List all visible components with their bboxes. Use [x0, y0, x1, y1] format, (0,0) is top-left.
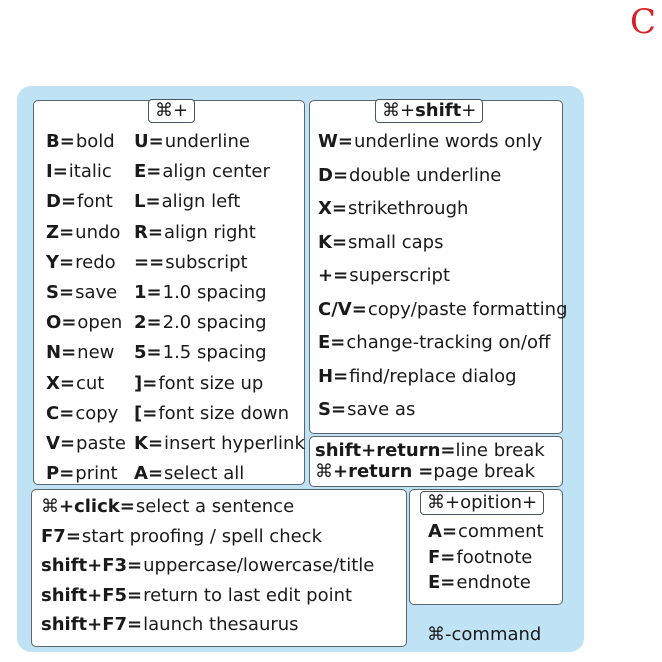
bottomitems-row — [41, 496, 294, 518]
shortcut-separator: = — [148, 131, 164, 152]
shortcut-separator: = — [147, 433, 164, 454]
shortcut-description: start proofing / spell check — [81, 525, 323, 547]
shortcut-description: launch thesaurus — [143, 614, 299, 635]
shortcut-key: shift+F5 — [41, 584, 128, 606]
shortcut-separator: = — [142, 402, 158, 424]
shortcut-key: = — [134, 251, 150, 273]
cmdcol1-row — [46, 403, 118, 425]
shortcut-description: bold — [75, 131, 115, 152]
cmdcol2-row — [134, 282, 267, 304]
shortcut-separator: = — [59, 463, 75, 485]
shiftitems-row — [318, 366, 517, 388]
shortcut-description: font size up — [158, 372, 264, 394]
shortcut-key: K — [134, 433, 148, 454]
shortcut-key: O — [46, 312, 62, 334]
shortcut-key: X — [318, 198, 332, 219]
shortcut-separator: = — [127, 584, 143, 606]
return-sep-2: = — [418, 461, 434, 482]
shortcut-separator: = — [119, 496, 135, 517]
shortcut-description: cut — [75, 372, 105, 394]
shortcut-separator: = — [59, 131, 75, 152]
shortcut-description: align right — [163, 221, 256, 243]
shortcut-description: select all — [164, 463, 245, 485]
optionitems-row — [428, 572, 531, 594]
shortcut-separator: = — [65, 525, 81, 547]
shortcut-separator: = — [147, 463, 164, 485]
shortcut-description: change-tracking on/off — [346, 332, 551, 353]
cmdcol1-row — [46, 433, 126, 455]
bottomitems-row — [41, 526, 322, 548]
cmdcol2-row — [134, 252, 248, 274]
shortcut-separator: = — [145, 191, 161, 213]
cmdcol1-row — [46, 222, 120, 244]
shortcut-description: 1.0 spacing — [162, 282, 267, 303]
bottom-panel — [31, 489, 407, 647]
shortcut-description: open — [77, 312, 123, 334]
shortcut-key: 2 — [134, 312, 147, 334]
cmdcol2-row — [134, 161, 270, 183]
shortcut-key: F — [428, 546, 441, 568]
bottomitems-row — [41, 614, 299, 636]
shortcut-key: V — [46, 433, 60, 454]
return-desc-2: page break — [433, 461, 536, 482]
shortcut-key: D — [318, 164, 333, 186]
shortcut-description: endnote — [456, 572, 531, 593]
return-key-1: shift+return — [315, 440, 441, 461]
return-key-2: +return — [333, 461, 413, 482]
shiftitems-row — [318, 299, 568, 321]
shortcut-key: +click — [59, 496, 120, 517]
return-sep-1: = — [440, 440, 456, 461]
command-legend: ⌘-command — [427, 624, 542, 645]
shortcut-separator: = — [440, 572, 456, 593]
shortcut-separator: = — [337, 131, 353, 152]
shortcut-symbol: ⌘ — [41, 496, 59, 517]
shortcut-key: + — [318, 265, 334, 286]
cmdcol1-row — [46, 191, 113, 213]
shortcut-description: footnote — [456, 546, 533, 568]
return-panel — [309, 436, 563, 487]
shortcut-key: X — [46, 372, 60, 394]
shift-panel — [309, 100, 568, 434]
shortcut-description: align center — [162, 161, 270, 183]
shift-tag-symbol: ⌘+ — [382, 100, 416, 121]
shortcut-separator: = — [149, 251, 165, 273]
return-row-2 — [315, 461, 535, 483]
shortcut-separator: = — [59, 251, 75, 273]
return-sym-2: ⌘ — [315, 461, 333, 482]
shortcut-description: font size down — [158, 402, 290, 424]
cmdcol1-row — [46, 161, 112, 183]
shortcut-description: new — [77, 342, 115, 364]
shift-tag-plus: + — [461, 100, 477, 121]
shiftitems-row — [318, 131, 542, 153]
shortcut-key: Z — [46, 221, 60, 243]
shiftitems-row — [318, 198, 468, 220]
shortcut-description: subscript — [165, 251, 248, 273]
optionitems-row — [428, 547, 532, 569]
shortcut-separator: = — [146, 282, 162, 303]
shortcut-separator: = — [59, 402, 75, 424]
shortcut-description: comment — [458, 521, 544, 542]
shortcut-separator: = — [59, 221, 75, 243]
shortcut-separator: = — [330, 332, 346, 353]
shortcut-key: N — [46, 342, 62, 364]
shortcut-description: italic — [68, 161, 112, 183]
shortcut-description: double underline — [349, 164, 502, 186]
shortcut-key: E — [134, 161, 147, 183]
cmd-panel — [33, 100, 305, 485]
shortcut-key: 5 — [134, 342, 147, 364]
shortcut-key: 1 — [134, 282, 147, 303]
option-panel-tag: ⌘+opition+ — [420, 491, 544, 515]
shortcut-separator: = — [330, 399, 347, 420]
shortcut-description: font — [77, 191, 113, 213]
shortcut-key: K — [318, 231, 332, 253]
shiftitems-row — [318, 399, 415, 421]
shortcut-description: save as — [347, 399, 416, 420]
bottomitems-row — [41, 585, 352, 607]
shiftitems-row — [318, 265, 450, 287]
shortcut-separator: = — [127, 614, 143, 635]
shortcut-separator: = — [146, 161, 162, 183]
cmdcol2-row — [134, 191, 240, 213]
shortcut-separator: = — [61, 312, 77, 334]
shortcut-description: 1.5 spacing — [162, 342, 267, 364]
shortcut-key: S — [46, 282, 59, 303]
shortcut-key: Y — [46, 251, 60, 273]
shortcut-description: undo — [75, 221, 121, 243]
optionitems-row — [428, 521, 544, 543]
shortcut-description: copy — [75, 402, 119, 424]
shift-tag-word: shift — [415, 100, 462, 121]
shortcut-separator: = — [351, 298, 367, 320]
shortcut-description: small caps — [348, 231, 444, 253]
shortcut-separator: = — [127, 555, 143, 576]
shortcut-separator: = — [59, 372, 75, 394]
shortcut-key: E — [318, 332, 331, 353]
shortcut-description: copy/paste formatting — [367, 298, 568, 320]
cmdcol2-row — [134, 433, 305, 455]
shortcut-separator: = — [146, 312, 162, 334]
corner-letter: C — [630, 2, 657, 42]
shortcut-description: underline words only — [353, 131, 543, 152]
shortcut-separator: = — [59, 433, 76, 454]
cmdcol1-row — [46, 373, 104, 395]
cmdcol2-row — [134, 222, 256, 244]
shiftitems-row — [318, 332, 550, 354]
shortcut-key: H — [318, 365, 334, 387]
shortcut-separator: = — [61, 342, 77, 364]
shortcut-separator: = — [147, 221, 163, 243]
shiftitems-row — [318, 165, 501, 187]
cmdcol1-row — [46, 342, 114, 364]
bottomitems-row — [41, 555, 374, 577]
shift-panel-tag — [375, 99, 483, 123]
shortcut-key: C/V — [318, 298, 352, 320]
shortcut-key: A — [428, 521, 442, 542]
shortcut-description: uppercase/lowercase/title — [143, 555, 375, 576]
shortcut-description: strikethrough — [347, 198, 469, 219]
shortcut-separator: = — [440, 546, 456, 568]
shortcut-description: superscript — [349, 265, 451, 286]
shortcut-separator: = — [332, 164, 349, 186]
cmdcol2-row — [134, 342, 267, 364]
shortcut-description: insert hyperlink — [164, 433, 305, 454]
shortcut-key: shift+F7 — [41, 614, 128, 635]
shortcut-key: D — [46, 191, 61, 213]
return-row-1 — [315, 440, 545, 462]
shortcut-description: find/replace dialog — [349, 365, 517, 387]
shortcut-key: E — [428, 572, 441, 593]
cmdcol2-row — [134, 373, 263, 395]
shiftitems-row — [318, 232, 443, 254]
shortcut-key: R — [134, 221, 148, 243]
shortcut-description: paste — [76, 433, 126, 454]
shortcut-key: shift+F3 — [41, 555, 128, 576]
shortcut-key: P — [46, 463, 60, 485]
shortcut-separator: = — [441, 521, 458, 542]
cmdcol1-row — [46, 312, 122, 334]
shortcut-key: A — [134, 463, 148, 485]
cmdcol2-row — [134, 312, 267, 334]
shortcut-description: save — [75, 282, 118, 303]
shortcut-separator: = — [333, 265, 349, 286]
cmdcol1-row — [46, 131, 115, 153]
shortcut-description: print — [75, 463, 118, 485]
cmdcol2-row — [134, 403, 289, 425]
cmdcol1-row — [46, 282, 117, 304]
shortcut-separator: = — [146, 342, 162, 364]
shortcut-separator: = — [142, 372, 158, 394]
shortcut-key: ] — [134, 372, 143, 394]
option-panel — [409, 489, 563, 605]
shortcut-key: U — [134, 131, 149, 152]
shortcut-key: I — [46, 161, 53, 183]
shortcut-description: underline — [164, 131, 250, 152]
shortcut-sticker — [17, 86, 584, 652]
shortcut-description: return to last edit point — [143, 584, 353, 606]
cmdcol1-row — [46, 252, 116, 274]
cmdcol1-row — [46, 463, 118, 485]
shortcut-description: 2.0 spacing — [162, 312, 267, 334]
shortcut-key: L — [134, 191, 146, 213]
shortcut-key: C — [46, 402, 60, 424]
cmd-panel-tag: ⌘+ — [148, 99, 195, 123]
shortcut-separator: = — [333, 365, 349, 387]
shortcut-description: redo — [75, 251, 116, 273]
cmdcol2-row — [134, 131, 250, 153]
return-desc-1: line break — [455, 440, 545, 461]
shortcut-separator: = — [60, 191, 77, 213]
cmdcol2-row — [134, 463, 244, 485]
shortcut-key: [ — [134, 402, 143, 424]
shortcut-key: S — [318, 399, 331, 420]
shortcut-separator: = — [58, 282, 75, 303]
shortcut-separator: = — [52, 161, 68, 183]
shortcut-key: F7 — [41, 525, 66, 547]
shortcut-description: select a sentence — [135, 496, 295, 517]
shortcut-separator: = — [331, 231, 348, 253]
shortcut-key: W — [318, 131, 338, 152]
shortcut-description: align left — [161, 191, 241, 213]
shortcut-key: B — [46, 131, 60, 152]
shortcut-separator: = — [331, 198, 347, 219]
